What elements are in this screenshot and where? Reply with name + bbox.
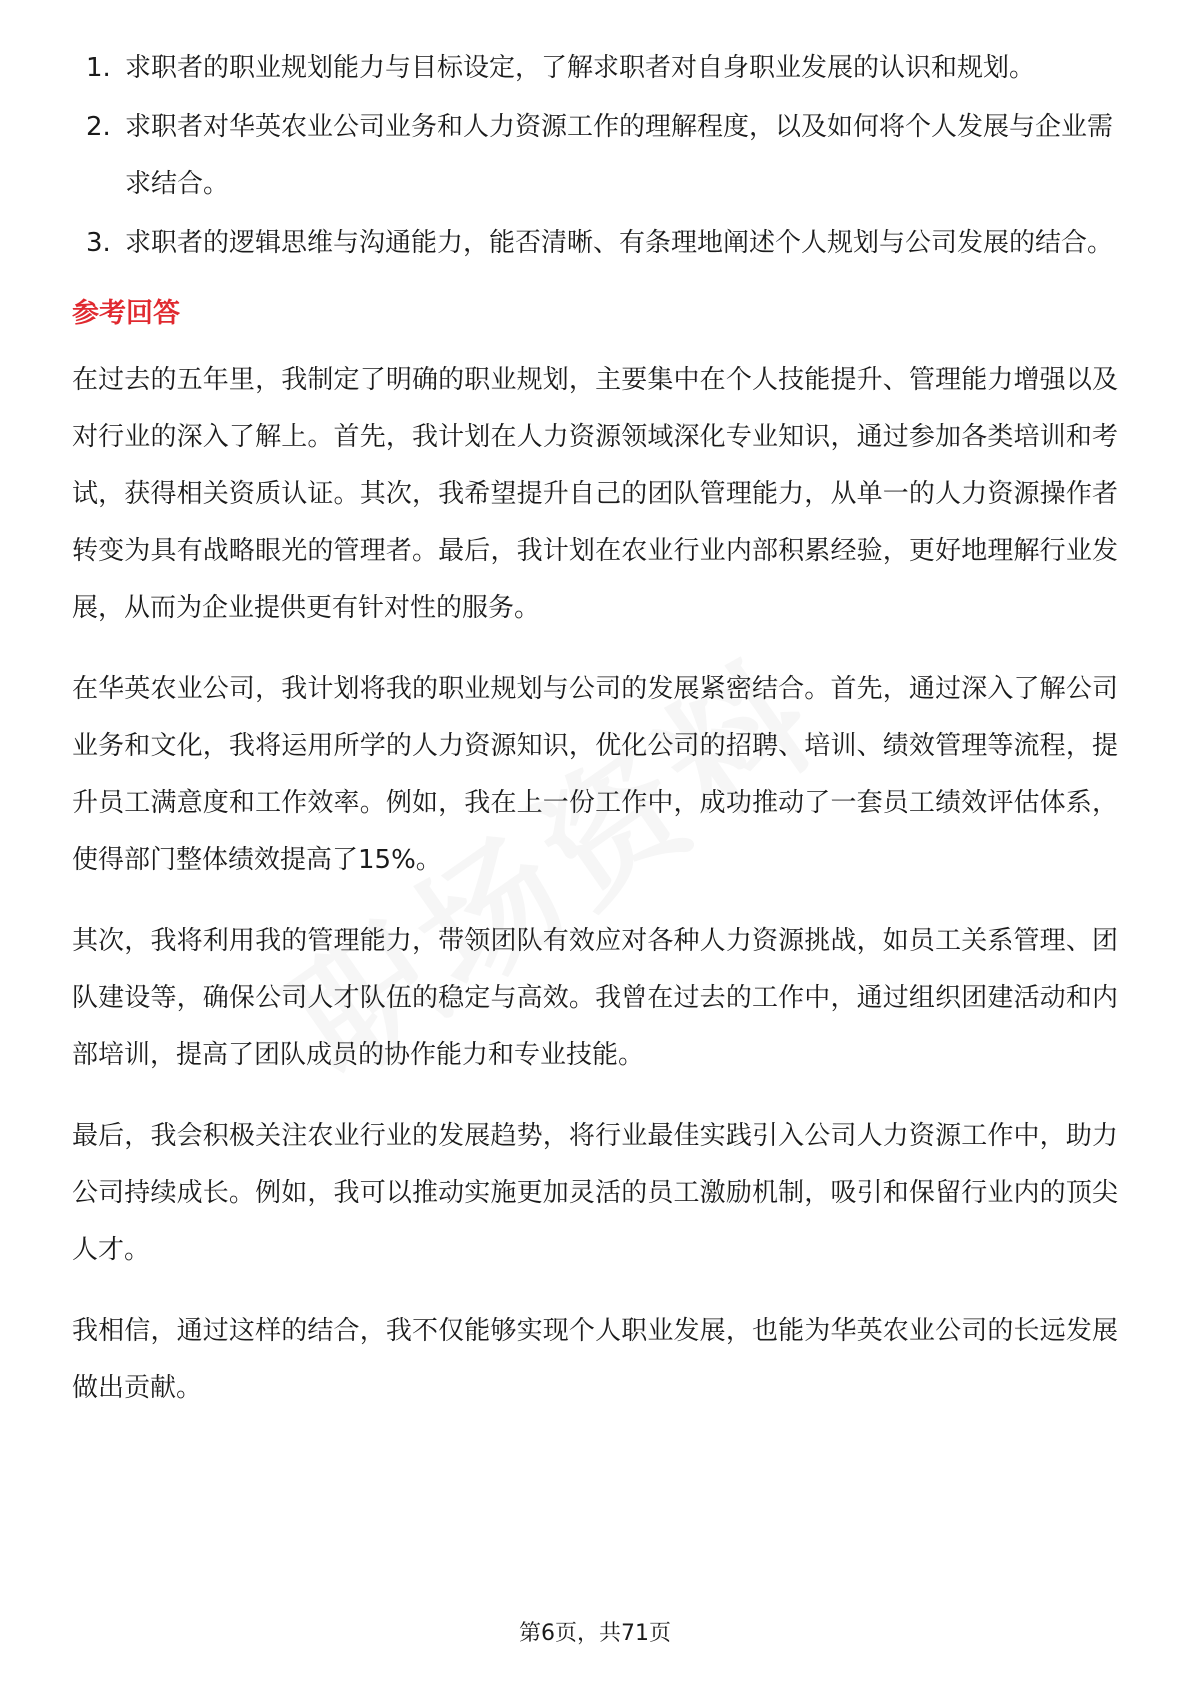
- criteria-list: [72, 40, 1118, 272]
- criteria-number: 2.: [86, 112, 111, 142]
- criteria-item: [72, 40, 1118, 97]
- section-title: 参考回答: [72, 298, 180, 329]
- page-number: 第6页，共71页: [519, 1621, 671, 1646]
- criteria-number: 1.: [86, 53, 111, 83]
- criteria-item: [72, 99, 1118, 213]
- answer-paragraph: 最后，我会积极关注农业行业的发展趋势，将行业最佳实践引入公司人力资源工作中，助力公司持续成长。例如，我可以推动实施更加灵活的员工激励机制，吸引和保留行业内的顶尖人才。: [72, 1121, 1118, 1265]
- answer-paragraph: 在过去的五年里，我制定了明确的职业规划，主要集中在个人技能提升、管理能力增强以及对行业的深入了解上。首先，我计划在人力资源领域深化专业知识，通过参加各类培训和考试，获得相关资质认证。其次，我希望提升自己的团队管理能力，从单一的人力资源操作者转变为具有战略眼光的管理者。最后，我计划在农业行业内部积累经验，更好地理解行业发展，从而为企业提供更有针对性的服务。: [72, 365, 1118, 623]
- criteria-number: 3.: [86, 228, 111, 258]
- page-content: [72, 40, 1118, 1441]
- criteria-text: 求职者的职业规划能力与目标设定，了解求职者对自身职业发展的认识和规划。: [125, 53, 1036, 83]
- criteria-item: [72, 215, 1118, 272]
- criteria-text: 求职者对华英农业公司业务和人力资源工作的理解程度，以及如何将个人发展与企业需求结合。: [125, 112, 1114, 199]
- criteria-text: 求职者的逻辑思维与沟通能力，能否清晰、有条理地阐述个人规划与公司发展的结合。: [125, 228, 1114, 258]
- answer-paragraph: 在华英农业公司，我计划将我的职业规划与公司的发展紧密结合。首先，通过深入了解公司业务和文化，我将运用所学的人力资源知识，优化公司的招聘、培训、绩效管理等流程，提升员工满意度和工作效率。例如，我在上一份工作中，成功推动了一套员工绩效评估体系，使得部门整体绩效提高了15%。: [72, 674, 1118, 875]
- answer-paragraph: 其次，我将利用我的管理能力，带领团队有效应对各种人力资源挑战，如员工关系管理、团队建设等，确保公司人才队伍的稳定与高效。我曾在过去的工作中，通过组织团建活动和内部培训，提高了团队成员的协作能力和专业技能。: [72, 926, 1118, 1070]
- answer-paragraph: 我相信，通过这样的结合，我不仅能够实现个人职业发展，也能为华英农业公司的长远发展做出贡献。: [72, 1316, 1118, 1403]
